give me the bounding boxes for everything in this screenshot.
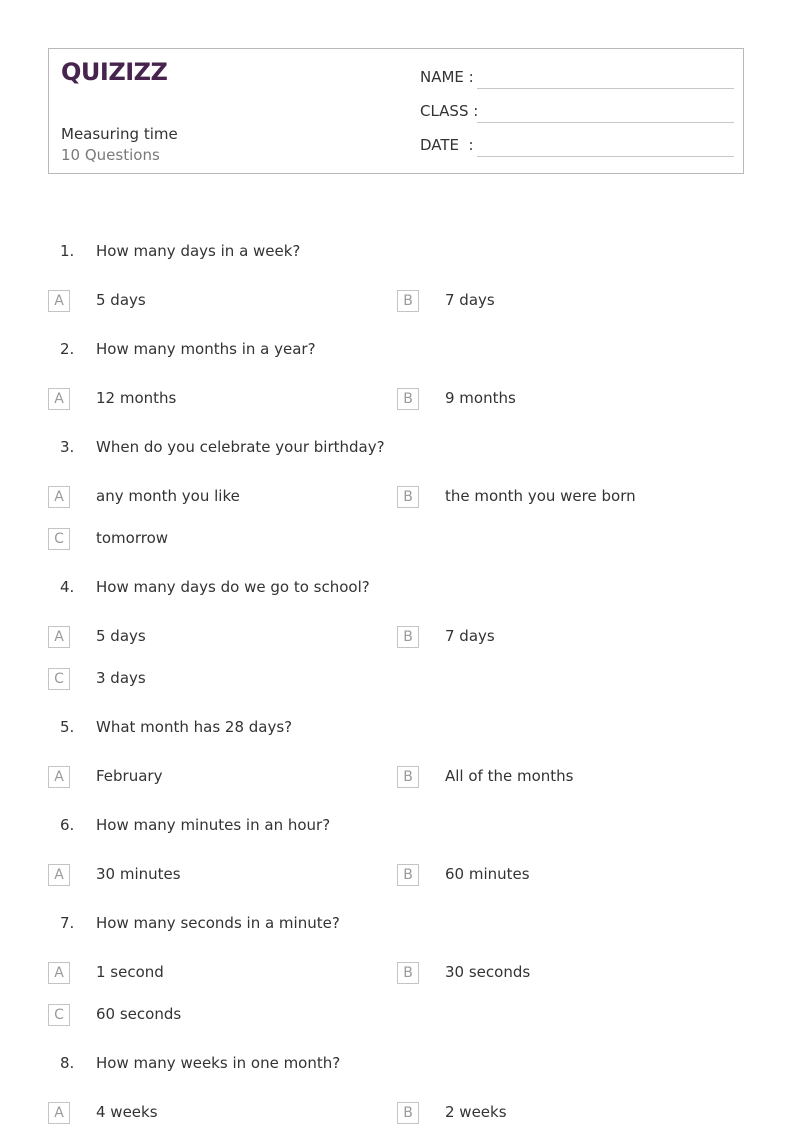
option-text: 9 months [445, 389, 516, 407]
question-number: 6. [60, 816, 75, 834]
option-letter-box[interactable]: B [397, 388, 419, 410]
class-label: CLASS : [420, 102, 479, 120]
option-letter-box[interactable]: C [48, 1004, 70, 1026]
date-label: DATE : [420, 136, 474, 154]
option-letter-box[interactable]: A [48, 1102, 70, 1124]
option-letter-box[interactable]: A [48, 290, 70, 312]
question-count: 10 Questions [61, 146, 160, 164]
option-text: All of the months [445, 767, 574, 785]
question-text: How many months in a year? [96, 340, 316, 358]
option-text: 7 days [445, 627, 495, 645]
quizizz-logo: QUIZIZZ [61, 58, 168, 86]
question-number: 4. [60, 578, 75, 596]
option-text: tomorrow [96, 529, 169, 547]
question-number: 8. [60, 1054, 75, 1072]
option-text: 5 days [96, 627, 146, 645]
option-letter-box[interactable]: C [48, 528, 70, 550]
worksheet-title: Measuring time [61, 125, 178, 143]
option-letter-box[interactable]: A [48, 766, 70, 788]
option-text: any month you like [96, 487, 240, 505]
question-number: 3. [60, 438, 75, 456]
question-number: 5. [60, 718, 75, 736]
option-letter-box[interactable]: B [397, 766, 419, 788]
option-text: 5 days [96, 291, 146, 309]
option-text: February [96, 767, 163, 785]
option-text: 1 second [96, 963, 164, 981]
option-text: 7 days [445, 291, 495, 309]
question-text: How many weeks in one month? [96, 1054, 341, 1072]
option-letter-box[interactable]: B [397, 962, 419, 984]
option-letter-box[interactable]: B [397, 626, 419, 648]
option-text: 60 seconds [96, 1005, 182, 1023]
question-text: How many minutes in an hour? [96, 816, 331, 834]
option-letter-box[interactable]: B [397, 290, 419, 312]
option-text: 3 days [96, 669, 146, 687]
option-text: 12 months [96, 389, 177, 407]
question-text: How many days in a week? [96, 242, 301, 260]
question-number: 2. [60, 340, 75, 358]
option-letter-box[interactable]: C [48, 668, 70, 690]
option-text: 4 weeks [96, 1103, 158, 1121]
option-text: 30 seconds [445, 963, 531, 981]
option-letter-box[interactable]: B [397, 864, 419, 886]
question-text: What month has 28 days? [96, 718, 293, 736]
name-label: NAME : [420, 68, 474, 86]
question-number: 7. [60, 914, 75, 932]
option-text: 30 minutes [96, 865, 181, 883]
question-number: 1. [60, 242, 75, 260]
question-text: How many seconds in a minute? [96, 914, 340, 932]
option-letter-box[interactable]: B [397, 1102, 419, 1124]
option-letter-box[interactable]: A [48, 626, 70, 648]
option-letter-box[interactable]: A [48, 962, 70, 984]
question-text: When do you celebrate your birthday? [96, 438, 385, 456]
option-text: 2 weeks [445, 1103, 507, 1121]
option-letter-box[interactable]: A [48, 388, 70, 410]
option-letter-box[interactable]: A [48, 486, 70, 508]
option-letter-box[interactable]: A [48, 864, 70, 886]
option-text: the month you were born [445, 487, 636, 505]
option-text: 60 minutes [445, 865, 530, 883]
question-text: How many days do we go to school? [96, 578, 370, 596]
option-letter-box[interactable]: B [397, 486, 419, 508]
